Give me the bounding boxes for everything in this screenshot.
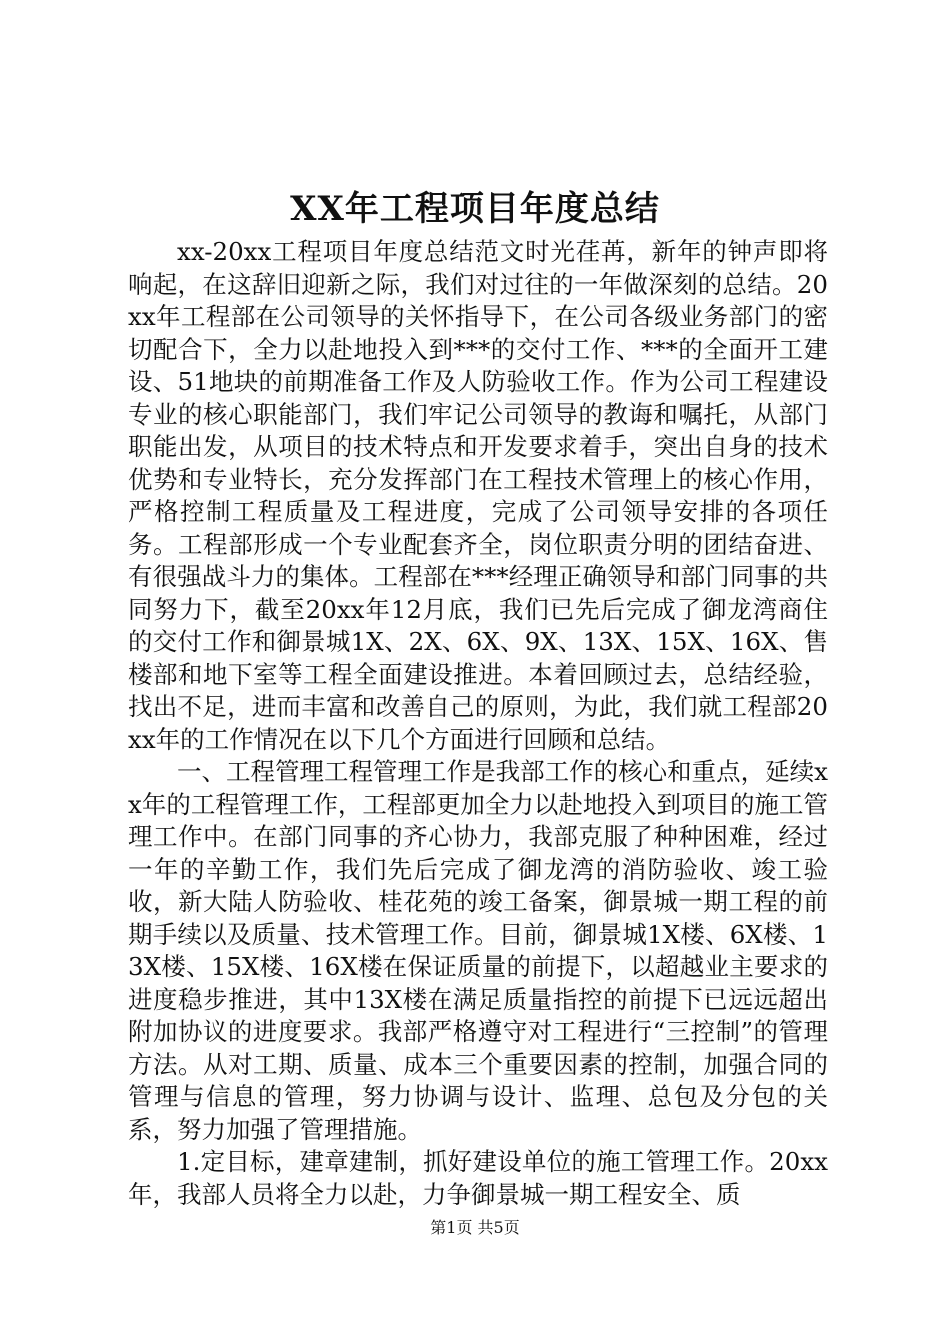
document-title: XX年工程项目年度总结 (290, 189, 660, 229)
paragraph-item-one: 1.定目标，建章建制，抓好建设单位的施工管理工作。20xx年，我部人员将全力以赴，力争御景城一期工程安全、质 (128, 1147, 828, 1209)
paragraph-intro: xx-20xx工程项目年度总结范文时光荏苒，新年的钟声即将响起，在这辞旧迎新之际，我们对过往的一年做深刻的总结。20xx年工程部在公司领导的关怀指导下，在公司各级业务部门的密切配合下，全力以赴地投入到***的交付工作、***的全面开工建设、51地块的前期准备工作及人防验收工作。作为公司工程建设专业的核心职能部门，我们牢记公司领导的教诲和嘱托，从部门职能出发，从项目的技术特点和开发要求着手，突出自身的技术优势和专业特长，充分发挥部门在工程技术管理上的核心作用，严格控制工程质量及工程进度，完成了公司领导安排的各项任务。工程部形成一个专业配套齐全，岗位职责分明的团结奋进、有很强战斗力的集体。工程部在***经理正确领导和部门同事的共同努力下，截至20xx年12月底，我们已先后完成了御龙湾商住的交付工作和御景城1X、2X、6X、9X、13X、15X、16X、售楼部和地下室等工程全面建设推进。本着回顾过去，总结经验，找出不足，进而丰富和改善自己的原则，为此，我们就工程部20xx年的工作情况在以下几个方面进行回顾和总结。 (128, 237, 828, 754)
document-body (128, 236, 828, 1211)
paragraph-section-one: 一、工程管理工程管理工作是我部工作的核心和重点，延续xx年的工程管理工作，工程部更加全力以赴地投入到项目的施工管理工作中。在部门同事的齐心协力，我部克服了种种困难，经过一年的辛勤工作，我们先后完成了御龙湾的消防验收、竣工验收，新大陆人防验收、桂花苑的竣工备案，御景城一期工程的前期手续以及质量、技术管理工作。目前，御景城1X楼、6X楼、13X楼、15X楼、16X楼在保证质量的前提下，以超越业主要求的进度稳步推进，其中13X楼在满足质量指控的前提下已远远超出附加协议的进度要求。我部严格遵守对工程进行“三控制”的管理方法。从对工期、质量、成本三个重要因素的控制，加强合同的管理与信息的管理，努力协调与设计、监理、总包及分包的关系，努力加强了管理措施。 (128, 757, 828, 1144)
page-footer: 第1页 共5页 (430, 1218, 520, 1237)
